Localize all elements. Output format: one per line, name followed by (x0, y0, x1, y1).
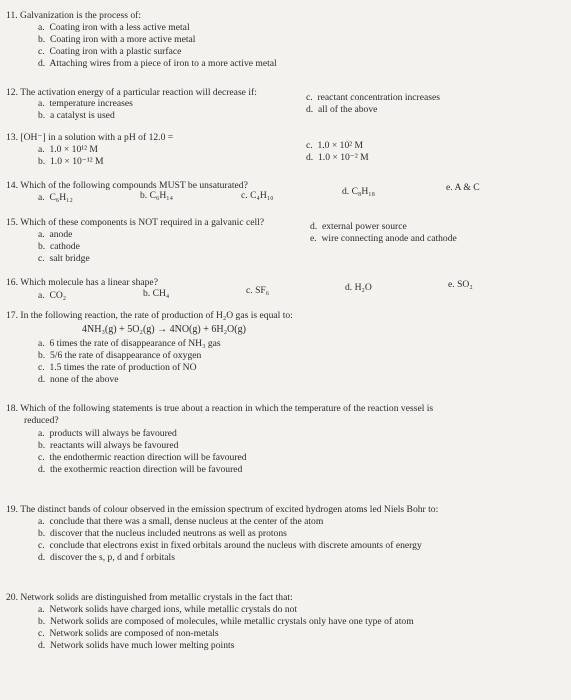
reaction-equation: 4NH₃(g) + 5O₂(g) → 4NO(g) + 6H₂O(g) (82, 324, 246, 335)
option-15a: a. anode (38, 229, 73, 240)
option-11b: b. Coating iron with a more active metal (38, 34, 196, 45)
question-number: 16. (6, 277, 18, 288)
question-text: Which of the following compounds MUST be unsaturated? (20, 180, 248, 191)
option-16c: c. SF₆ (246, 285, 270, 296)
question-number: 14. (6, 180, 18, 191)
question-17 (6, 310, 293, 322)
option-14b: b. C₆H₁₄ (140, 190, 173, 201)
question-text: The distinct bands of colour observed in the emission spectrum of excited hydrogen atoms led Niels Bohr to: (20, 504, 439, 515)
question-number: 19. (6, 504, 18, 515)
option-19d: d. discover the s, p, d and f orbitals (38, 552, 175, 563)
option-15b: b. cathode (38, 241, 80, 252)
option-17a: a. 6 times the rate of disappearance of NH₃ gas (38, 338, 221, 349)
option-11d: d. Attaching wires from a piece of iron to a more active metal (38, 58, 277, 69)
option-18c: c. the endothermic reaction direction will be favoured (38, 452, 247, 463)
option-18a: a. products will always be favoured (38, 428, 177, 439)
question-number: 15. (6, 217, 18, 228)
option-13d: d. 1.0 × 10⁻² M (306, 152, 369, 163)
option-14a: a. C₆H₁₂ (38, 192, 73, 203)
option-20a: a. Network solids have charged ions, while metallic crystals do not (38, 604, 298, 615)
option-12b: b. a catalyst is used (38, 110, 115, 121)
question-19 (6, 504, 438, 516)
option-13a: a. 1.0 × 10¹² M (38, 144, 98, 155)
question-15 (6, 217, 264, 229)
question-text: The activation energy of a particular reaction will decrease if: (20, 87, 257, 98)
option-12d: d. all of the above (306, 104, 378, 115)
option-17b: b. 5/6 the rate of disappearance of oxygen (38, 350, 202, 361)
option-13c: c. 1.0 × 10² M (306, 140, 364, 151)
question-text: Which of these components is NOT required in a galvanic cell? (20, 217, 265, 228)
question-text: Network solids are distinguished from metallic crystals in the fact that: (20, 592, 293, 603)
option-16d: d. H₂O (345, 282, 372, 293)
option-16b: b. CH₄ (143, 288, 170, 299)
question-11 (6, 10, 141, 22)
question-text: Which of the following statements is true about a reaction in which the temperature of the reaction vessel is (20, 403, 434, 414)
option-15d: d. external power source (310, 221, 407, 232)
option-18d: d. the exothermic reaction direction will be favoured (38, 464, 243, 475)
option-20b: b. Network solids are composed of molecules, while metallic crystals only have one type of atom (38, 616, 414, 627)
question-12 (6, 87, 257, 99)
question-text-continued: reduced? (24, 415, 59, 426)
option-20d: d. Network solids have much lower melting points (38, 640, 235, 651)
option-17d: d. none of the above (38, 374, 119, 385)
question-number: 18. (6, 403, 18, 414)
option-14d: d. C₈H₁₈ (342, 186, 375, 197)
option-19b: b. discover that the nucleus included neutrons as well as protons (38, 528, 287, 539)
option-17c: c. 1.5 times the rate of production of NO (38, 362, 197, 373)
question-number: 17. (6, 310, 18, 321)
option-19a: a. conclude that there was a small, dense nucleus at the center of the atom (38, 516, 324, 527)
option-18b: b. reactants will always be favoured (38, 440, 179, 451)
question-number: 20. (6, 592, 18, 603)
option-14e: e. A & C (446, 182, 480, 193)
option-11a: a. Coating iron with a less active metal (38, 22, 190, 33)
option-19c: c. conclude that electrons exist in fixed orbitals around the nucleus with discrete amounts of energy (38, 540, 422, 551)
question-14 (6, 180, 248, 192)
option-12a: a. temperature increases (38, 98, 133, 109)
question-text: In the following reaction, the rate of production of H₂O gas is equal to: (20, 310, 293, 321)
option-15e: e. wire connecting anode and cathode (310, 233, 457, 244)
option-16e: e. SO₂ (448, 279, 473, 290)
option-11c: c. Coating iron with a plastic surface (38, 46, 182, 57)
question-number: 11. (6, 10, 18, 21)
option-16a: a. CO₂ (38, 290, 67, 301)
option-15c: c. salt bridge (38, 253, 90, 264)
question-text: [OH⁻] in a solution with a pH of 12.0 = (20, 132, 174, 143)
question-18 (6, 403, 433, 415)
question-text: Galvanization is the process of: (20, 10, 141, 21)
question-20 (6, 592, 293, 604)
option-13b: b. 1.0 × 10⁻¹² M (38, 156, 104, 167)
question-number: 13. (6, 132, 18, 143)
question-text: Which molecule has a linear shape? (20, 277, 158, 288)
option-14c: c. C₄H₁₀ (241, 190, 274, 201)
question-16 (6, 277, 158, 289)
option-20c: c. Network solids are composed of non-metals (38, 628, 219, 639)
question-13 (6, 132, 173, 144)
question-number: 12. (6, 87, 18, 98)
option-12c: c. reactant concentration increases (306, 92, 440, 103)
